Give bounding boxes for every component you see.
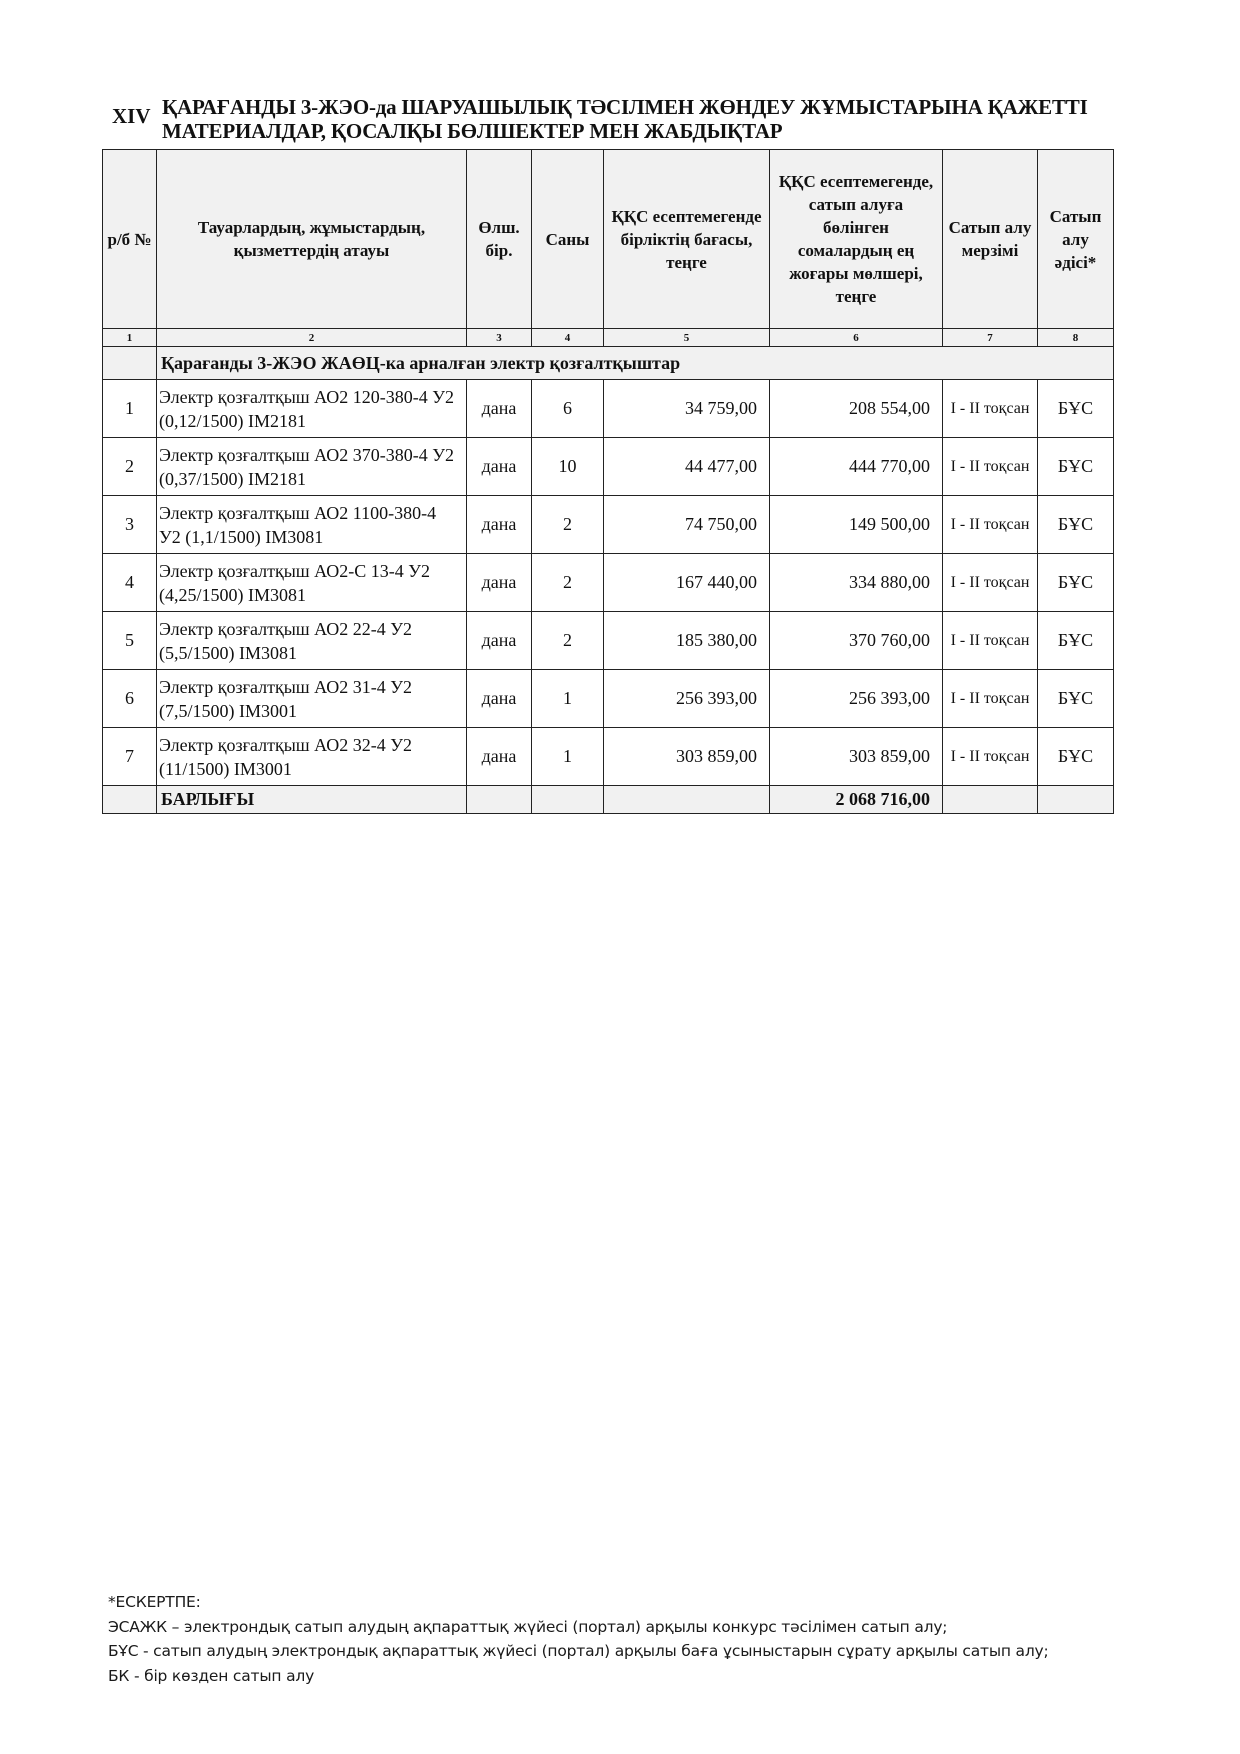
row-index: 5 <box>103 612 157 670</box>
item-method: БҰС <box>1038 380 1114 438</box>
column-number: 4 <box>532 329 604 347</box>
header-name: Тауарлардың, жұмыстардың, қызметтердің атауы <box>157 150 467 329</box>
item-method: БҰС <box>1038 612 1114 670</box>
footnote-heading: *ЕСКЕРТПЕ: <box>108 1593 201 1611</box>
item-unit-price: 44 477,00 <box>604 438 770 496</box>
total-empty-cell <box>532 786 604 814</box>
header-unit-price: ҚҚС есептемегенде бірліктің бағасы, теңге <box>604 150 770 329</box>
column-number-row <box>103 329 1114 347</box>
footnote-line: БК - бір көзден сатып алу <box>108 1666 315 1685</box>
item-unit-price: 256 393,00 <box>604 670 770 728</box>
column-number: 3 <box>467 329 532 347</box>
item-max-amount: 303 859,00 <box>770 728 943 786</box>
item-method: БҰС <box>1038 670 1114 728</box>
column-number: 7 <box>943 329 1038 347</box>
column-number: 6 <box>770 329 943 347</box>
column-number: 2 <box>157 329 467 347</box>
table-row <box>103 380 1114 438</box>
item-unit: дана <box>467 380 532 438</box>
item-unit: дана <box>467 496 532 554</box>
item-unit: дана <box>467 438 532 496</box>
header-index: р/б № <box>103 150 157 329</box>
footnote-line: БҰС - сатып алудың электрондық ақпараттық жүйесі (портал) арқылы баға ұсыныстарын сұрату арқылы сатып алу; <box>108 1642 1049 1660</box>
column-number: 1 <box>103 329 157 347</box>
table-row <box>103 670 1114 728</box>
item-max-amount: 149 500,00 <box>770 496 943 554</box>
item-unit: дана <box>467 670 532 728</box>
total-label: БАРЛЫҒЫ <box>157 786 467 814</box>
header-max-amount: ҚҚС есептемегенде, сатып алуға бөлінген сомалардың ең жоғары мөлшері, теңге <box>770 150 943 329</box>
item-period: I - II тоқсан <box>943 496 1038 554</box>
total-empty-cell <box>604 786 770 814</box>
item-period: I - II тоқсан <box>943 554 1038 612</box>
total-empty-cell <box>103 786 157 814</box>
table-row <box>103 554 1114 612</box>
header-unit: Өлш. бір. <box>467 150 532 329</box>
total-empty-cell <box>1038 786 1114 814</box>
item-unit: дана <box>467 554 532 612</box>
footnote <box>108 1590 1049 1688</box>
table-row <box>103 728 1114 786</box>
table-row <box>103 612 1114 670</box>
total-empty-cell <box>467 786 532 814</box>
item-unit: дана <box>467 612 532 670</box>
item-name: Электр қозғалтқыш АО2 1100-380-4 У2 (1,1/1500) IM3081 <box>157 496 467 554</box>
item-unit-price: 303 859,00 <box>604 728 770 786</box>
item-name: Электр қозғалтқыш АО2 120-380-4 У2 (0,12/1500) IM2181 <box>157 380 467 438</box>
section-number: XIV <box>112 104 151 128</box>
section-row <box>103 347 1114 380</box>
column-number: 8 <box>1038 329 1114 347</box>
header-method: Сатып алу әдісі* <box>1038 150 1114 329</box>
table-row <box>103 438 1114 496</box>
section-title: Қарағанды 3-ЖЭО ЖАӨЦ-ка арналған электр қозғалтқыштар <box>157 347 1114 380</box>
item-period: I - II тоқсан <box>943 728 1038 786</box>
total-value: 2 068 716,00 <box>770 786 943 814</box>
item-unit: дана <box>467 728 532 786</box>
item-quantity: 1 <box>532 728 604 786</box>
total-empty-cell <box>943 786 1038 814</box>
item-period: I - II тоқсан <box>943 380 1038 438</box>
item-max-amount: 444 770,00 <box>770 438 943 496</box>
item-name: Электр қозғалтқыш АО2 31-4 У2 (7,5/1500) IM3001 <box>157 670 467 728</box>
item-quantity: 6 <box>532 380 604 438</box>
item-unit-price: 167 440,00 <box>604 554 770 612</box>
item-max-amount: 256 393,00 <box>770 670 943 728</box>
item-max-amount: 370 760,00 <box>770 612 943 670</box>
header-period: Сатып алу мерзімі <box>943 150 1038 329</box>
item-method: БҰС <box>1038 728 1114 786</box>
row-index: 1 <box>103 380 157 438</box>
footnote-line: ЭСАЖК – электрондық сатып алудың ақпараттық жүйесі (портал) арқылы конкурс тәсілімен сатып алу; <box>108 1617 948 1636</box>
item-quantity: 10 <box>532 438 604 496</box>
item-quantity: 2 <box>532 496 604 554</box>
item-quantity: 2 <box>532 612 604 670</box>
item-method: БҰС <box>1038 438 1114 496</box>
item-method: БҰС <box>1038 496 1114 554</box>
section-empty-cell <box>103 347 157 380</box>
item-unit-price: 185 380,00 <box>604 612 770 670</box>
item-name: Электр қозғалтқыш АО2-С 13-4 У2 (4,25/1500) IM3081 <box>157 554 467 612</box>
row-index: 7 <box>103 728 157 786</box>
item-method: БҰС <box>1038 554 1114 612</box>
item-name: Электр қозғалтқыш АО2 32-4 У2 (11/1500) IM3001 <box>157 728 467 786</box>
header-row <box>103 150 1114 329</box>
table-row <box>103 496 1114 554</box>
total-row <box>103 786 1114 814</box>
row-index: 4 <box>103 554 157 612</box>
item-period: I - II тоқсан <box>943 670 1038 728</box>
item-quantity: 2 <box>532 554 604 612</box>
item-period: I - II тоқсан <box>943 438 1038 496</box>
item-unit-price: 74 750,00 <box>604 496 770 554</box>
item-max-amount: 334 880,00 <box>770 554 943 612</box>
item-quantity: 1 <box>532 670 604 728</box>
row-index: 6 <box>103 670 157 728</box>
item-name: Электр қозғалтқыш АО2 370-380-4 У2 (0,37/1500) IM2181 <box>157 438 467 496</box>
document-title: ҚАРАҒАНДЫ 3-ЖЭО-да ШАРУАШЫЛЫҚ ТӘСІЛМЕН ЖӨНДЕУ ЖҰМЫСТАРЫНА ҚАЖЕТТІ МАТЕРИАЛДАР, ҚОСАЛҚЫ БӨЛШЕКТЕР МЕН ЖАБДЫҚТАР <box>162 95 1088 143</box>
header-quantity: Саны <box>532 150 604 329</box>
row-index: 3 <box>103 496 157 554</box>
column-number: 5 <box>604 329 770 347</box>
procurement-table <box>102 149 1114 814</box>
item-name: Электр қозғалтқыш АО2 22-4 У2 (5,5/1500) IM3081 <box>157 612 467 670</box>
item-unit-price: 34 759,00 <box>604 380 770 438</box>
row-index: 2 <box>103 438 157 496</box>
item-period: I - II тоқсан <box>943 612 1038 670</box>
item-max-amount: 208 554,00 <box>770 380 943 438</box>
